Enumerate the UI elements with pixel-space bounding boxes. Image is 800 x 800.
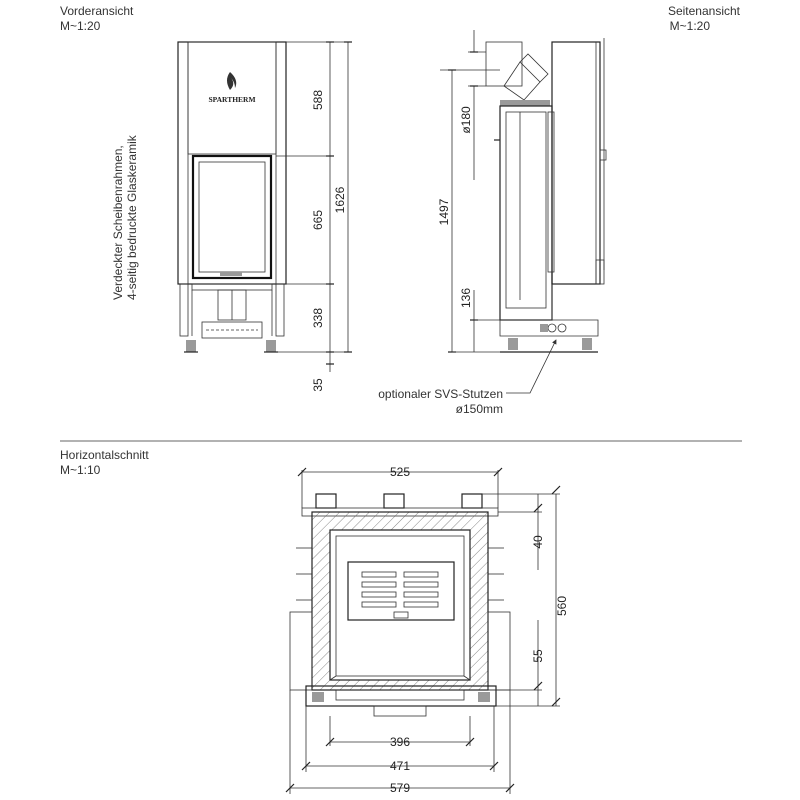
dim-section-40: 40 [531,535,545,549]
front-view-title: Vorderansicht [60,4,134,18]
front-glass [199,162,265,272]
side-foot-back [582,338,592,350]
section-handle [374,706,426,716]
section-firebox [330,530,470,680]
dim-front-1626: 1626 [333,186,347,214]
horizontal-section-drawing [286,465,569,795]
side-view-scale: M~1:20 [669,19,710,33]
svs-note-line2: ø150mm [455,402,503,416]
dim-section-471: 471 [389,759,411,773]
side-dimensions [437,30,500,352]
dim-section-396: 396 [389,735,411,749]
front-note-line2: 4-seitig bedruckte Glaskeramik [125,135,139,300]
front-dimensions [276,42,352,392]
side-back-panel [552,42,600,284]
dim-side-flue: ø180 [459,106,473,134]
front-door-frame [193,156,271,278]
side-view-drawing [378,30,606,416]
horizontal-section-scale: M~1:10 [60,463,101,477]
side-view-title: Seitenansicht [667,4,740,18]
side-base [500,320,598,336]
dim-section-525: 525 [389,465,411,479]
side-view-title-group [668,4,741,33]
front-view-scale: M~1:20 [60,19,101,33]
front-view-drawing [111,42,352,392]
dim-front-35: 35 [311,378,325,392]
dim-front-338: 338 [311,307,325,329]
front-view-title-group [60,4,134,33]
horizontal-section-title: Horizontalschnitt [60,448,149,462]
svs-note-line1: optionaler SVS-Stutzen [378,387,503,401]
front-foot-right [266,340,276,352]
side-flue-pipe [486,42,550,106]
side-foot-front [508,338,518,350]
dim-side-1497: 1497 [437,198,451,226]
dim-side-136: 136 [459,287,473,309]
front-note [111,134,139,300]
dim-section-55: 55 [531,649,545,663]
front-foot-left [186,340,196,352]
dim-section-560: 560 [555,595,569,617]
side-firebox [500,106,552,320]
spartherm-logo [208,72,255,104]
dim-section-579: 579 [389,781,411,795]
front-brand-label: SPARTHERM [208,95,256,104]
front-note-line1: Verdeckter Scheibenrahmen, [111,145,125,300]
dim-front-588: 588 [311,89,325,111]
dim-front-665: 665 [311,209,325,231]
horizontal-section-title-group [60,448,149,477]
